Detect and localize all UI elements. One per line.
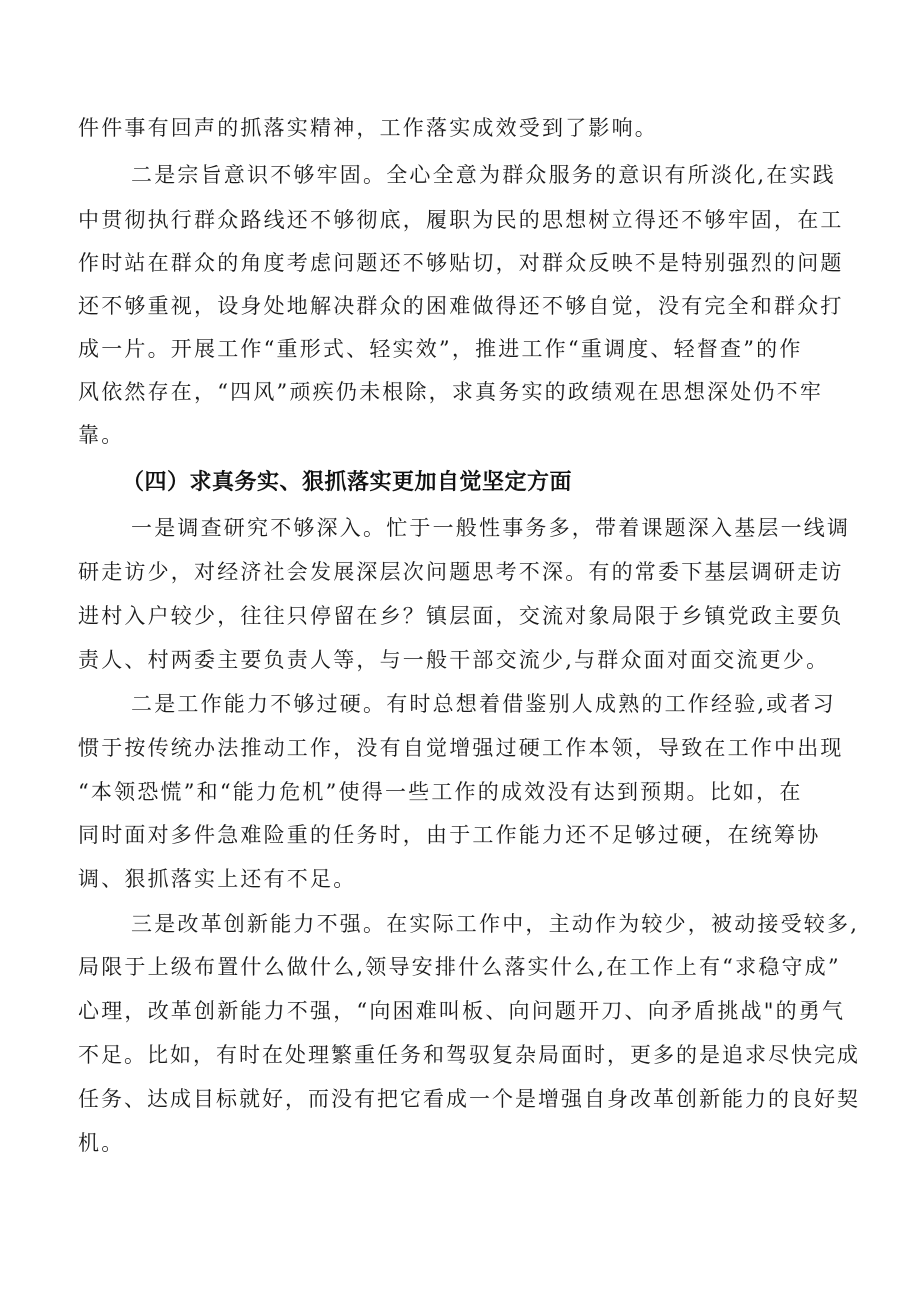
- text-line: 不足。比如，有时在处理繁重任务和驾驭复杂局面时，更多的是追求尽快完成: [78, 1043, 860, 1067]
- text-line: 还不够重视，设身处地解决群众的困难做得还不够自觉，没有完全和群众打: [78, 294, 844, 318]
- text-line: 靠。: [78, 423, 125, 447]
- text-line: 心理，改革创新能力不强，“向困难叫板、向问题开刀、向矛盾挑战"的勇气: [78, 999, 846, 1023]
- text-line: 进村入户较少，往往只停留在乡？镇层面，交流对象局限于乡镇党政主要负: [78, 604, 844, 628]
- text-line: 调、狠抓落实上还有不足。: [78, 867, 357, 891]
- text-line: 风依然存在，“四风”顽疾仍未根除，求真务实的政绩观在思想深处仍不牢: [78, 380, 824, 404]
- text-line: 研走访少，对经济社会发展深层次问题思考不深。有的常委下基层调研走访: [78, 560, 844, 584]
- text-line: 机。: [78, 1131, 125, 1155]
- paragraph-start-line: 二是宗旨意识不够牢固。全心全意为群众服务的意识有所淡化,在实践: [131, 163, 836, 187]
- text-line: 惯于按传统办法推动工作，没有自觉增强过硬工作本领，导致在工作中出现: [78, 736, 844, 760]
- text-line: 件件事有回声的抓落实精神，工作落实成效受到了影响。: [78, 116, 658, 140]
- text-line: 责人、村两委主要负责人等，与一般干部交流少,与群众面对面交流更少。: [78, 648, 830, 672]
- text-line: 任务、达成目标就好，而没有把它看成一个是增强自身改革创新能力的良好契: [78, 1087, 860, 1111]
- paragraph-start-line: 二是工作能力不够过硬。有时总想着借鉴别人成熟的工作经验,或者习: [131, 692, 836, 716]
- text-line: 中贯彻执行群众路线还不够彻底，履职为民的思想树立得还不够牢固，在工: [78, 208, 844, 232]
- section-heading: （四）求真务实、狠抓落实更加自觉坚定方面: [122, 470, 573, 495]
- text-line: 同时面对多件急难险重的任务时，由于工作能力还不足够过硬，在统筹协: [78, 823, 821, 847]
- text-line: 成一片。开展工作“重形式、轻实效”，推进工作“重调度、轻督查”的作: [78, 337, 803, 361]
- text-line: 局限于上级布置什么做什么,领导安排什么落实什么,在工作上有“求稳守成”: [78, 955, 841, 979]
- text-line: “本领恐慌”和“能力危机”使得一些工作的成效没有达到预期。比如，在: [78, 780, 803, 804]
- paragraph-start-line: 一是调查研究不够深入。忙于一般性事务多，带着课题深入基层一线调: [131, 516, 851, 540]
- text-line: 作时站在群众的角度考虑问题还不够贴切，对群众反映不是特别强烈的问题: [78, 251, 844, 275]
- paragraph-start-line: 三是改革创新能力不强。在实际工作中，主动作为较少，被动接受较多,: [131, 912, 860, 936]
